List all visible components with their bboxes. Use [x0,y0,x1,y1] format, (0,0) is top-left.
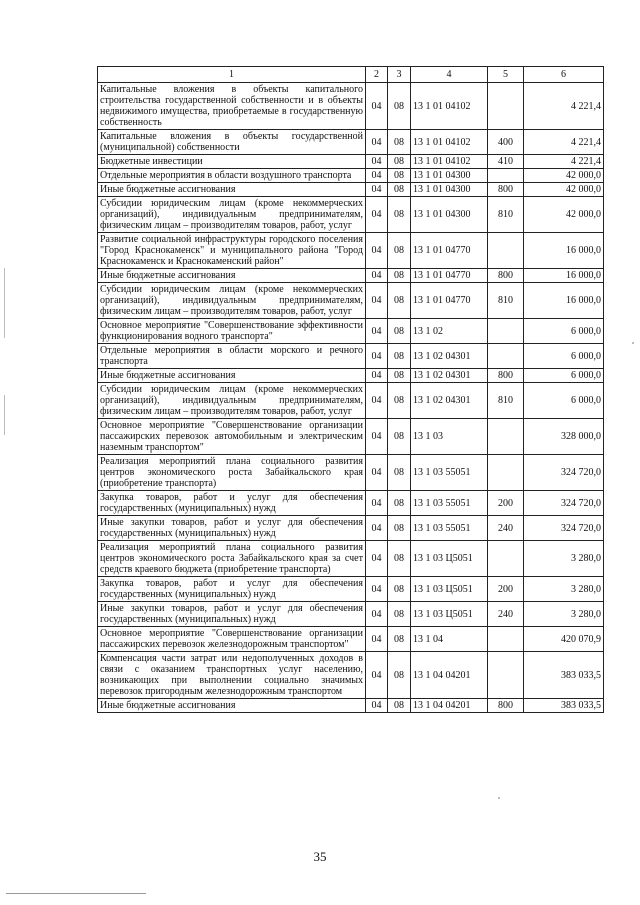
item-name-cell: Бюджетные инвестиции [98,155,366,169]
table-row [98,169,604,183]
target-article-cell: 13 1 02 04301 [411,383,488,419]
amount-cell: 383 033,5 [524,652,604,699]
subsection-code-cell: 08 [388,233,411,269]
item-name-cell: Основное мероприятие "Совершенствование организации пассажирских перевозок автомобильным и электрическим наземным транспортом" [98,419,366,455]
subsection-code-cell: 08 [388,197,411,233]
section-code-cell: 04 [366,319,388,344]
left-margin-mark [4,268,5,338]
table-row [98,652,604,699]
table-row [98,233,604,269]
item-name-cell: Реализация мероприятий плана социального развития центров экономического роста Забайкальского края за счет средств краевого бюджета (приобретение транспорта) [98,541,366,577]
section-code-cell: 04 [366,155,388,169]
target-article-cell: 13 1 02 04301 [411,344,488,369]
left-margin-mark [4,395,5,435]
item-name-cell: Иные бюджетные ассигнования [98,183,366,197]
column-header: 6 [524,67,604,83]
amount-cell: 42 000,0 [524,197,604,233]
target-article-cell: 13 1 02 04301 [411,369,488,383]
subsection-code-cell: 08 [388,455,411,491]
target-article-cell: 13 1 02 [411,319,488,344]
section-code-cell: 04 [366,344,388,369]
footer-rule [6,893,146,894]
item-name-cell: Компенсация части затрат или недополученных доходов в связи с оказанием транспортных услуг населению, возникающих при выполнении социально значимых перевозок пригородным железнодорожным транспортом [98,652,366,699]
section-code-cell: 04 [366,652,388,699]
target-article-cell: 13 1 03 Ц5051 [411,602,488,627]
target-article-cell: 13 1 01 04102 [411,130,488,155]
table-row [98,455,604,491]
subsection-code-cell: 08 [388,699,411,713]
subsection-code-cell: 08 [388,419,411,455]
subsection-code-cell: 08 [388,369,411,383]
expense-type-cell: 240 [488,602,524,627]
table-row [98,699,604,713]
target-article-cell: 13 1 01 04102 [411,83,488,130]
amount-cell: 42 000,0 [524,169,604,183]
margin-speck [498,797,500,799]
item-name-cell: Субсидии юридическим лицам (кроме некоммерческих организаций), индивидуальным предпринимателям, физическим лицам – производителям товаров, работ, услуг [98,383,366,419]
target-article-cell: 13 1 01 04300 [411,169,488,183]
item-name-cell: Реализация мероприятий плана социального развития центров экономического роста Забайкальского края (приобретение транспорта) [98,455,366,491]
section-code-cell: 04 [366,369,388,383]
table-row [98,383,604,419]
expense-type-cell: 810 [488,283,524,319]
subsection-code-cell: 08 [388,541,411,577]
column-header: 1 [98,67,366,83]
subsection-code-cell: 08 [388,269,411,283]
page-number: 35 [313,849,327,864]
table-row [98,269,604,283]
subsection-code-cell: 08 [388,130,411,155]
expense-type-cell: 800 [488,183,524,197]
expense-type-cell [488,627,524,652]
section-code-cell: 04 [366,169,388,183]
section-code-cell: 04 [366,577,388,602]
amount-cell: 16 000,0 [524,269,604,283]
table-row [98,369,604,383]
target-article-cell: 13 1 04 04201 [411,652,488,699]
section-code-cell: 04 [366,269,388,283]
table-row [98,183,604,197]
budget-table [97,66,604,713]
target-article-cell: 13 1 03 [411,419,488,455]
subsection-code-cell: 08 [388,183,411,197]
target-article-cell: 13 1 01 04770 [411,283,488,319]
item-name-cell: Отдельные мероприятия в области воздушного транспорта [98,169,366,183]
target-article-cell: 13 1 03 55051 [411,516,488,541]
subsection-code-cell: 08 [388,627,411,652]
target-article-cell: 13 1 01 04102 [411,155,488,169]
amount-cell: 324 720,0 [524,516,604,541]
section-code-cell: 04 [366,233,388,269]
expense-type-cell: 800 [488,699,524,713]
amount-cell: 16 000,0 [524,283,604,319]
amount-cell: 6 000,0 [524,369,604,383]
item-name-cell: Иные бюджетные ассигнования [98,699,366,713]
section-code-cell: 04 [366,602,388,627]
section-code-cell: 04 [366,541,388,577]
target-article-cell: 13 1 03 55051 [411,455,488,491]
subsection-code-cell: 08 [388,169,411,183]
table-header-row [98,67,604,83]
column-header: 2 [366,67,388,83]
target-article-cell: 13 1 03 Ц5051 [411,541,488,577]
expense-type-cell [488,319,524,344]
expense-type-cell [488,541,524,577]
table-row [98,491,604,516]
item-name-cell: Капитальные вложения в объекты капитального строительства государственной собственности и в объекты недвижимого имущества, приобретаемые в государственную собственность [98,83,366,130]
amount-cell: 383 033,5 [524,699,604,713]
amount-cell: 4 221,4 [524,130,604,155]
subsection-code-cell: 08 [388,602,411,627]
amount-cell: 4 221,4 [524,83,604,130]
expense-type-cell [488,419,524,455]
section-code-cell: 04 [366,130,388,155]
amount-cell: 42 000,0 [524,183,604,197]
section-code-cell: 04 [366,283,388,319]
section-code-cell: 04 [366,83,388,130]
table-row [98,541,604,577]
margin-speck [632,342,634,344]
subsection-code-cell: 08 [388,344,411,369]
target-article-cell: 13 1 01 04770 [411,233,488,269]
column-header: 5 [488,67,524,83]
expense-type-cell: 810 [488,197,524,233]
subsection-code-cell: 08 [388,516,411,541]
amount-cell: 420 070,9 [524,627,604,652]
expense-type-cell: 800 [488,269,524,283]
amount-cell: 6 000,0 [524,319,604,344]
amount-cell: 3 280,0 [524,577,604,602]
expense-type-cell: 400 [488,130,524,155]
table-row [98,130,604,155]
table-row [98,627,604,652]
expense-type-cell [488,169,524,183]
expense-type-cell [488,652,524,699]
target-article-cell: 13 1 01 04300 [411,183,488,197]
amount-cell: 324 720,0 [524,491,604,516]
amount-cell: 6 000,0 [524,383,604,419]
item-name-cell: Иные закупки товаров, работ и услуг для обеспечения государственных (муниципальных) нужд [98,602,366,627]
item-name-cell: Развитие социальной инфраструктуры городского поселения "Город Краснокаменск" и муниципального района "Город Краснокаменск и Краснокаменский район" [98,233,366,269]
item-name-cell: Закупка товаров, работ и услуг для обеспечения государственных (муниципальных) нужд [98,577,366,602]
expense-type-cell: 200 [488,577,524,602]
subsection-code-cell: 08 [388,155,411,169]
section-code-cell: 04 [366,627,388,652]
amount-cell: 6 000,0 [524,344,604,369]
section-code-cell: 04 [366,419,388,455]
column-header: 4 [411,67,488,83]
subsection-code-cell: 08 [388,383,411,419]
subsection-code-cell: 08 [388,83,411,130]
target-article-cell: 13 1 01 04300 [411,197,488,233]
target-article-cell: 13 1 04 04201 [411,699,488,713]
expense-type-cell [488,83,524,130]
table-row [98,319,604,344]
item-name-cell: Иные бюджетные ассигнования [98,269,366,283]
section-code-cell: 04 [366,699,388,713]
expense-type-cell [488,344,524,369]
section-code-cell: 04 [366,491,388,516]
table-row [98,197,604,233]
section-code-cell: 04 [366,455,388,491]
subsection-code-cell: 08 [388,283,411,319]
item-name-cell: Субсидии юридическим лицам (кроме некоммерческих организаций), индивидуальным предпринимателям, физическим лицам – производителям товаров, работ, услуг [98,283,366,319]
subsection-code-cell: 08 [388,652,411,699]
amount-cell: 3 280,0 [524,602,604,627]
item-name-cell: Субсидии юридическим лицам (кроме некоммерческих организаций), индивидуальным предпринимателям, физическим лицам – производителям товаров, работ, услуг [98,197,366,233]
table-row [98,344,604,369]
target-article-cell: 13 1 03 Ц5051 [411,577,488,602]
item-name-cell: Иные закупки товаров, работ и услуг для обеспечения государственных (муниципальных) нужд [98,516,366,541]
amount-cell: 328 000,0 [524,419,604,455]
target-article-cell: 13 1 03 55051 [411,491,488,516]
table-row [98,83,604,130]
amount-cell: 324 720,0 [524,455,604,491]
target-article-cell: 13 1 04 [411,627,488,652]
expense-type-cell: 200 [488,491,524,516]
subsection-code-cell: 08 [388,319,411,344]
table-row [98,516,604,541]
expense-type-cell: 410 [488,155,524,169]
item-name-cell: Иные бюджетные ассигнования [98,369,366,383]
section-code-cell: 04 [366,197,388,233]
table-row [98,602,604,627]
expense-type-cell [488,233,524,269]
column-header: 3 [388,67,411,83]
expense-type-cell: 240 [488,516,524,541]
expense-type-cell: 800 [488,369,524,383]
amount-cell: 16 000,0 [524,233,604,269]
section-code-cell: 04 [366,183,388,197]
subsection-code-cell: 08 [388,577,411,602]
table-row [98,577,604,602]
section-code-cell: 04 [366,383,388,419]
table-row [98,155,604,169]
table-row [98,419,604,455]
expense-type-cell [488,455,524,491]
target-article-cell: 13 1 01 04770 [411,269,488,283]
table-row [98,283,604,319]
amount-cell: 4 221,4 [524,155,604,169]
subsection-code-cell: 08 [388,491,411,516]
item-name-cell: Основное мероприятие "Совершенствование эффективности функционирования водного транспорта" [98,319,366,344]
item-name-cell: Закупка товаров, работ и услуг для обеспечения государственных (муниципальных) нужд [98,491,366,516]
item-name-cell: Основное мероприятие "Совершенствование организации пассажирских перевозок железнодорожным транспортом" [98,627,366,652]
item-name-cell: Отдельные мероприятия в области морского и речного транспорта [98,344,366,369]
expense-type-cell: 810 [488,383,524,419]
amount-cell: 3 280,0 [524,541,604,577]
section-code-cell: 04 [366,516,388,541]
item-name-cell: Капитальные вложения в объекты государственной (муниципальной) собственности [98,130,366,155]
